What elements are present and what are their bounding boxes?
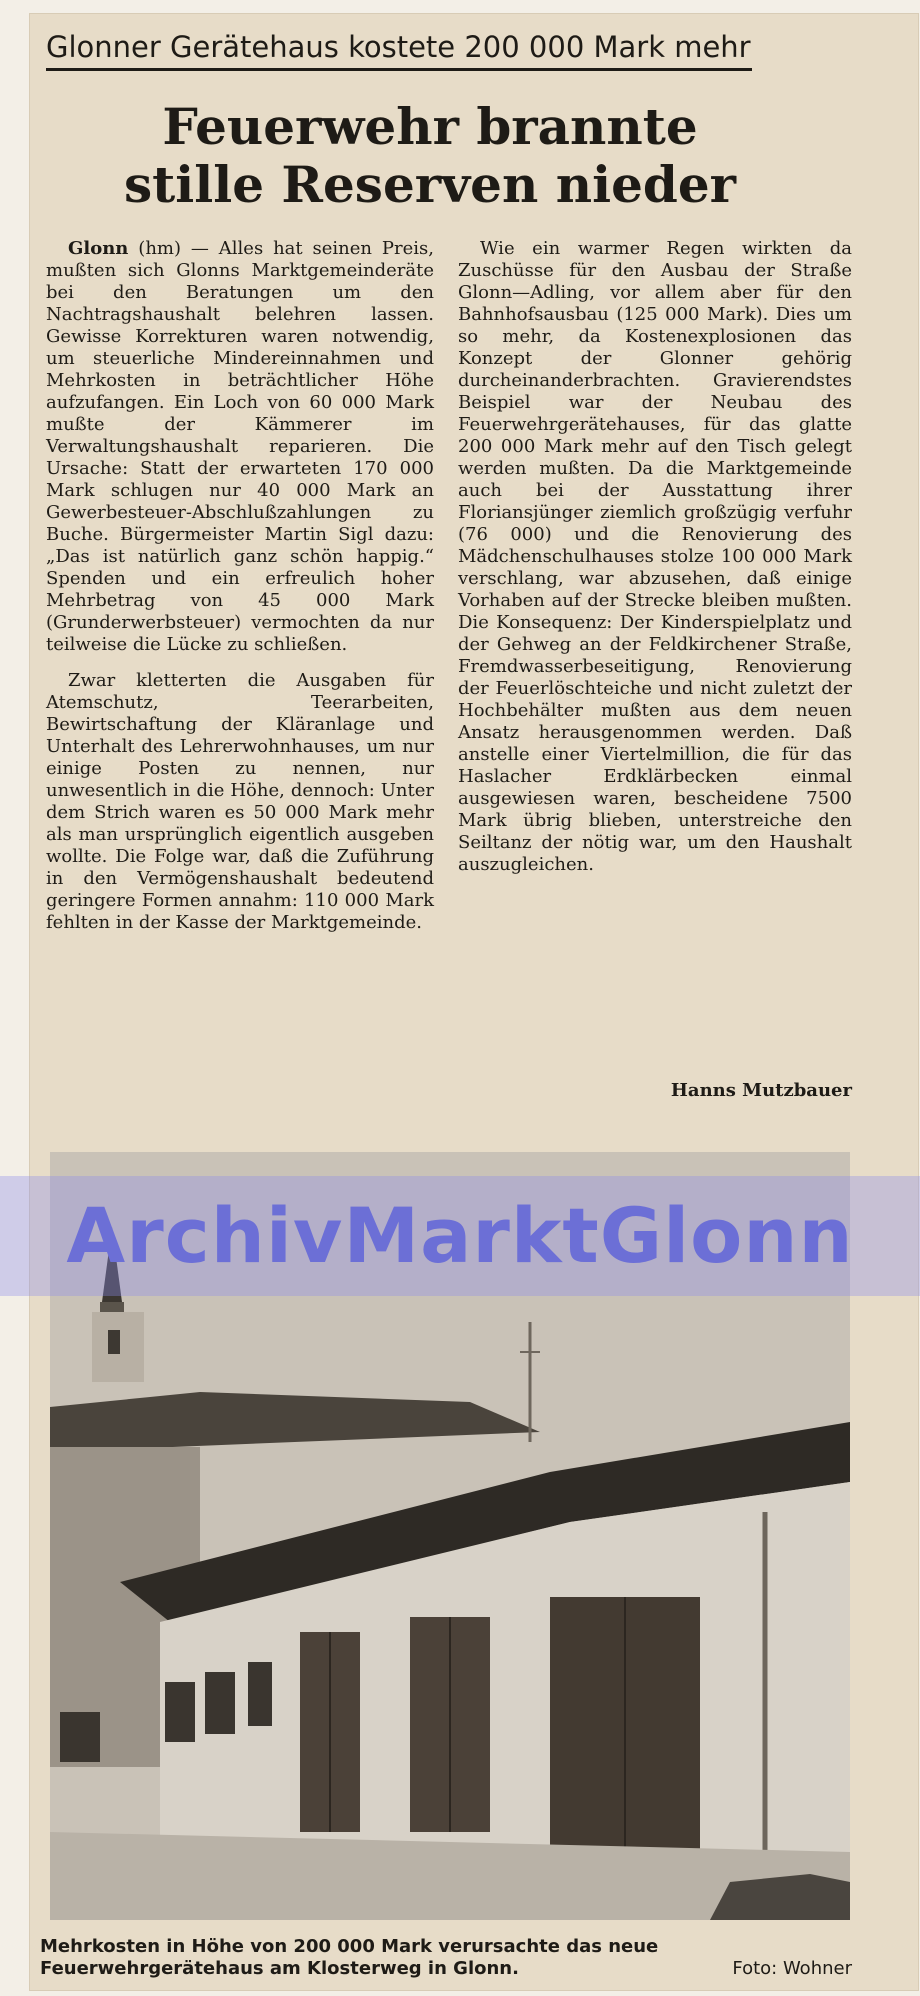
archive-watermark: ArchivMarktGlonn: [0, 1176, 920, 1296]
article-column-left: [46, 238, 434, 934]
headline-line-2: stille Reserven nieder: [123, 155, 736, 214]
article-paragraph-2: Zwar kletterten die Ausgaben für Atemschutz, Teerarbeiten, Bewirtschaftung der Kläranlage und Unterhalt des Lehrerwohnhauses, um nur einige Posten zu nennen, nur unwesentlich in die Höhe, dennoch: Unter dem Strich waren es 50 000 Mark mehr als man ursprünglich eigentlich ausgeben wollte. Die Folge war, daß die Zuführung in den Vermögenshaushalt bedeutend geringere Formen annahm: 110 000 Mark fehlten in der Kasse der Marktgemeinde.: [46, 670, 434, 933]
church-spire-base: [100, 1302, 124, 1312]
photo-caption: Mehrkosten in Höhe von 200 000 Mark verursachte das neue Feuerwehrgerätehaus am Klosterweg in Glonn.: [40, 1936, 659, 1979]
article-paragraph-3: Wie ein warmer Regen wirkten da Zuschüsse für den Ausbau der Straße Glonn—Adling, vor allem aber für den Bahnhofsausbau (125 000 Mark). Dies um so mehr, da Kostenexplosionen das Konzept der Glonner gehörig durcheinanderbrachten. Gravierendstes Beispiel war der Neubau des Feuerwehrgerätehauses, für das glatte 200 000 Mark mehr auf den Tisch gelegt werden mußten. Da die Marktgemeinde auch bei der Ausstattung ihrer Floriansjünger ziemlich großzügig verfuhr (76 000) und die Renovierung des Mädchenschulhauses stolze 100 000 Mark verschlang, war abzusehen, daß einige Vorhaben auf der Strecke bleiben mußten. Die Konsequenz: Der Kinderspielplatz und der Gehweg an der Feldkirchener Straße, Fremdwasserbeseitigung, Renovierung der Feuerlöschteiche und nicht zuletzt der Hochbehälter mußten aus dem neuen Ansatz herausgenommen werden. Daß anstelle einer Viertelmillion, die für das Haslacher Erdklärbecken einmal ausgewiesen waren, bescheidene 7500 Mark übrig blieben, unterstreiche den Seiltanz der nötig war, um den Haushalt auszugleichen.: [458, 238, 852, 875]
dateline: Glonn: [68, 238, 129, 259]
article-kicker: Glonner Gerätehaus kostete 200 000 Mark mehr: [46, 30, 752, 71]
window-2: [205, 1672, 235, 1734]
article-author: Hanns Mutzbauer: [670, 1080, 852, 1101]
window-4: [60, 1712, 100, 1762]
window-1: [165, 1682, 195, 1742]
article-column-right: [458, 238, 852, 876]
headline-line-1: Feuerwehr brannte: [162, 97, 698, 156]
window-3: [248, 1662, 272, 1726]
article-headline: [60, 98, 800, 214]
article-paragraph-1: [46, 238, 434, 656]
photo-credit: Foto: Wohner: [732, 1958, 852, 1979]
paragraph-1-text: (hm) — Alles hat seinen Preis, mußten sich Glonns Marktgemeinderäte bei den Beratungen um den Nachtragshaushalt belehren lassen. Gewisse Korrekturen waren notwendig, um steuerliche Mindereinnahmen und Mehrkosten in beträchtlicher Höhe aufzufangen. Ein Loch von 60 000 Mark mußte der Kämmerer im Verwaltungshaushalt reparieren. Die Ursache: Statt der erwarteten 170 000 Mark schlugen nur 40 000 Mark an Gewerbesteuer-Abschlußzahlungen zu Buche. Bürgermeister Martin Sigl dazu: „Das ist natürlich ganz schön happig.“ Spenden und ein erfreulich hoher Mehrbetrag von 45 000 Mark (Grunderwerbsteuer) vermochten da nur teilweise die Lücke zu schließen.: [46, 238, 434, 655]
church-window: [108, 1330, 120, 1354]
